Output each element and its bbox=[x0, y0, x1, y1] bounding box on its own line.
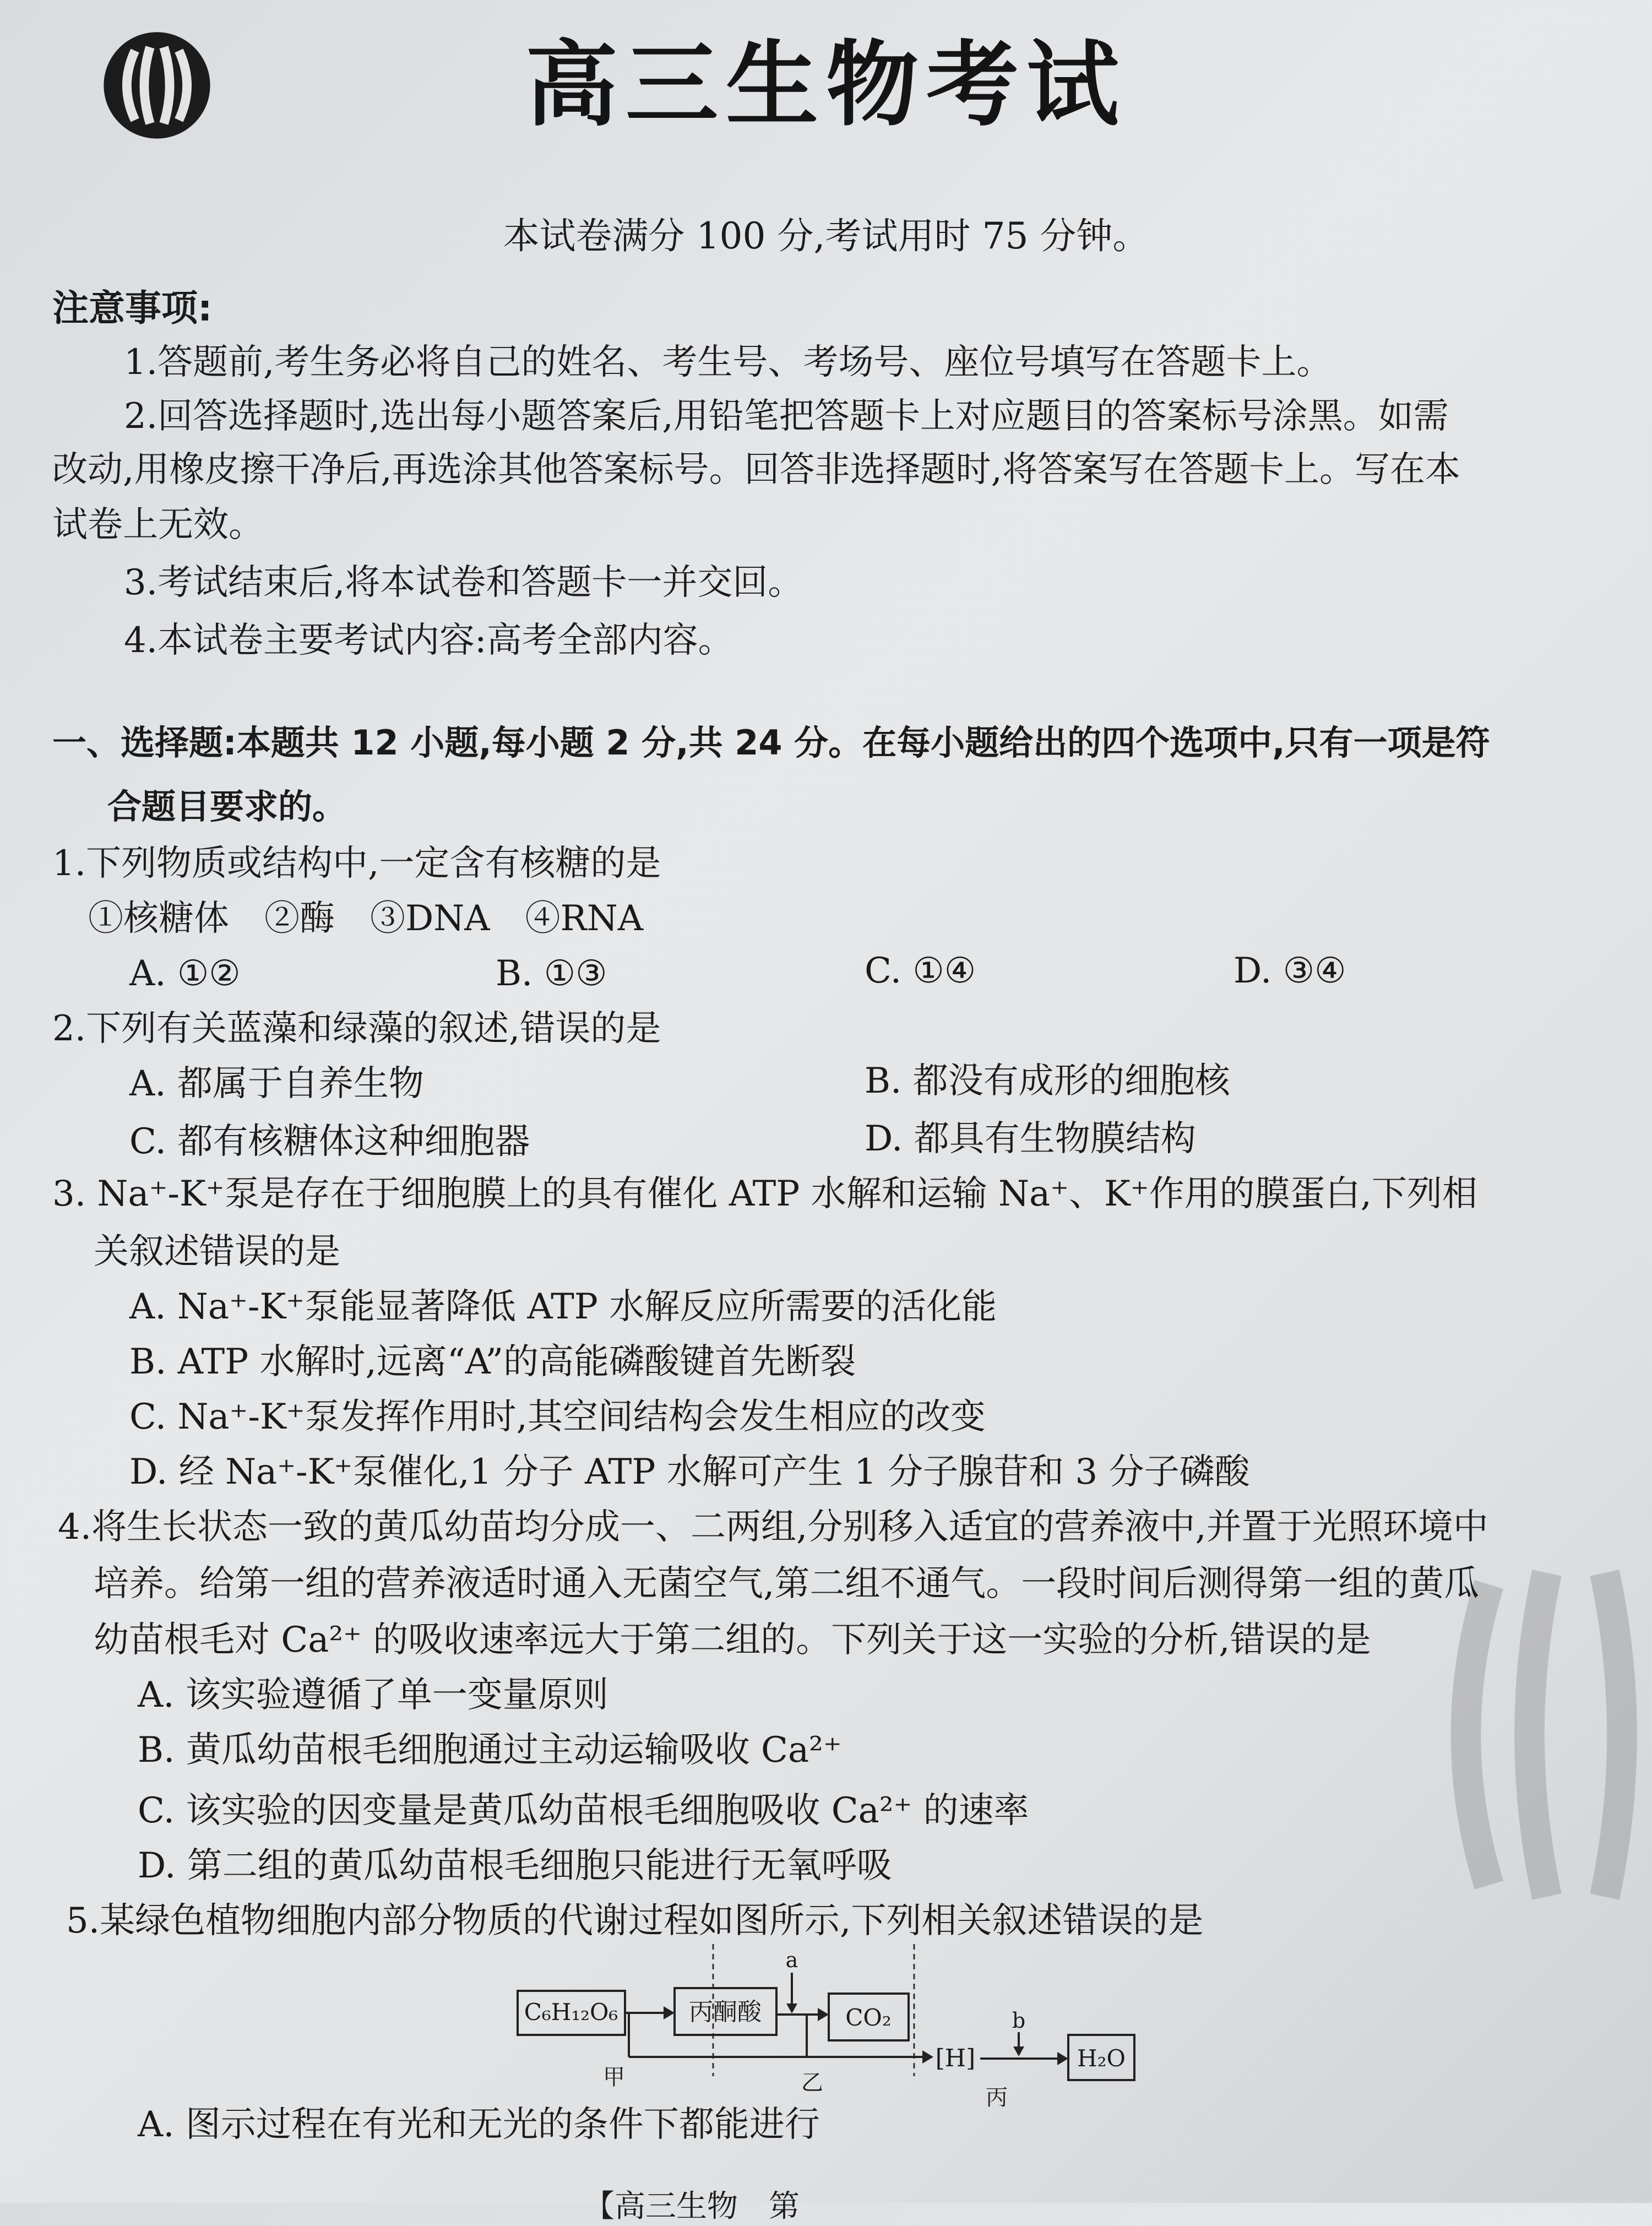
section-heading: 一、选择题:本题共 12 小题,每小题 2 分,共 24 分。在每小题给出的四个选项中,只有一项是符 bbox=[52, 723, 1490, 763]
option-c: C. 该实验的因变量是黄瓜幼苗根毛细胞吸收 Ca²⁺ 的速率 bbox=[138, 1790, 1029, 1831]
pyruvate-label: 丙酮酸 bbox=[689, 1998, 762, 2026]
arrowhead bbox=[786, 2004, 797, 2013]
water-label: H₂O bbox=[1077, 2045, 1126, 2072]
option-d: D. 第二组的黄瓜幼苗根毛细胞只能进行无氧呼吸 bbox=[138, 1845, 892, 1886]
notice-line: 3.考试结束后,将本试卷和答题卡一并交回。 bbox=[124, 562, 803, 603]
question-items: ①核糖体 ②酶 ③DNA ④RNA bbox=[88, 898, 643, 939]
option-a: A. 图示过程在有光和无光的条件下都能进行 bbox=[138, 2104, 820, 2145]
notice-line: 1.答题前,考生务必将自己的姓名、考生号、考场号、座位号填写在答题卡上。 bbox=[124, 342, 1332, 383]
label-b: b bbox=[1012, 2008, 1026, 2033]
stage-label-1: 甲 bbox=[603, 2065, 625, 2090]
question-stem: 2.下列有关蓝藻和绿藻的叙述,错误的是 bbox=[52, 1008, 661, 1049]
metabolism-diagram bbox=[507, 1944, 1156, 2109]
label-a: a bbox=[785, 1948, 798, 1972]
exam-title: 高三生物考试 bbox=[525, 31, 1127, 139]
exam-subtitle: 本试卷满分 100 分,考试用时 75 分钟。 bbox=[503, 215, 1149, 257]
arrowhead bbox=[1057, 2052, 1068, 2065]
option-d: D. 都具有生物膜结构 bbox=[865, 1119, 1196, 1159]
option-c: C. 都有核糖体这种细胞器 bbox=[129, 1121, 530, 1162]
option-b: B. 黄瓜幼苗根毛细胞通过主动运输吸收 Ca²⁺ bbox=[138, 1730, 842, 1771]
notice-line: 4.本试卷主要考试内容:高考全部内容。 bbox=[124, 620, 733, 661]
stage-label-2: 乙 bbox=[801, 2070, 823, 2095]
notice-line: 改动,用橡皮擦干净后,再选涂其他答案标号。回答非选择题时,将答案写在答题卡上。写在本 bbox=[52, 449, 1461, 490]
option-b: B. 都没有成形的细胞核 bbox=[865, 1061, 1230, 1101]
option-d: D. ③④ bbox=[1233, 951, 1346, 991]
arrowhead bbox=[1013, 2046, 1024, 2056]
question-stem-cont: 幼苗根毛对 Ca²⁺ 的吸收速率远大于第二组的。下列关于这一实验的分析,错误的是 bbox=[94, 1620, 1371, 1660]
question-stem-cont: 培养。给第一组的营养液适时通入无菌空气,第二组不通气。一段时间后测得第一组的黄瓜 bbox=[94, 1563, 1480, 1604]
question-stem: 1.下列物质或结构中,一定含有核糖的是 bbox=[52, 843, 661, 884]
option-b: B. ATP 水解时,远离“A”的高能磷酸键首先断裂 bbox=[129, 1342, 856, 1382]
question-stem-cont: 关叙述错误的是 bbox=[94, 1231, 340, 1272]
option-b: B. ①③ bbox=[496, 953, 607, 994]
option-a: A. 都属于自养生物 bbox=[129, 1063, 424, 1104]
glucose-label: C₆H₁₂O₆ bbox=[524, 1999, 618, 2026]
notice-heading: 注意事项: bbox=[52, 287, 213, 329]
section-heading-cont: 合题目要求的。 bbox=[107, 786, 347, 827]
question-stem: 4.将生长状态一致的黄瓜幼苗均分成一、二两组,分别移入适宜的营养液中,并置于光照环境中 bbox=[58, 1507, 1488, 1548]
arrowhead bbox=[818, 2008, 829, 2021]
option-d: D. 经 Na⁺-K⁺泵催化,1 分子 ATP 水解可产生 1 分子腺苷和 3 分子磷酸 bbox=[129, 1452, 1250, 1492]
question-stem: 3. Na⁺-K⁺泵是存在于细胞膜上的具有催化 ATP 水解和运输 Na⁺、K⁺作用的膜蛋白,下列相 bbox=[52, 1174, 1477, 1214]
notice-line: 试卷上无效。 bbox=[52, 504, 264, 545]
arrowhead bbox=[664, 2006, 675, 2019]
co2-label: CO₂ bbox=[845, 2004, 892, 2031]
option-c: C. ①④ bbox=[865, 951, 976, 991]
page-footer: 【高三生物 第 bbox=[584, 2189, 800, 2224]
h-label: [H] bbox=[935, 2044, 976, 2072]
watermark-logo bbox=[1443, 1570, 1652, 1900]
option-a: A. ①② bbox=[129, 953, 241, 994]
option-c: C. Na⁺-K⁺泵发挥作用时,其空间结构会发生相应的改变 bbox=[129, 1397, 986, 1437]
arrowhead bbox=[922, 2050, 933, 2064]
question-stem: 5.某绿色植物细胞内部分物质的代谢过程如图所示,下列相关叙述错误的是 bbox=[66, 1901, 1204, 1941]
option-a: A. 该实验遵循了单一变量原则 bbox=[138, 1675, 608, 1715]
option-a: A. Na⁺-K⁺泵能显著降低 ATP 水解反应所需要的活化能 bbox=[129, 1286, 997, 1327]
stage-label-3: 丙 bbox=[986, 2085, 1008, 2109]
notice-line: 2.回答选择题时,选出每小题答案后,用铅笔把答题卡上对应题目的答案标号涂黑。如需 bbox=[124, 396, 1449, 437]
